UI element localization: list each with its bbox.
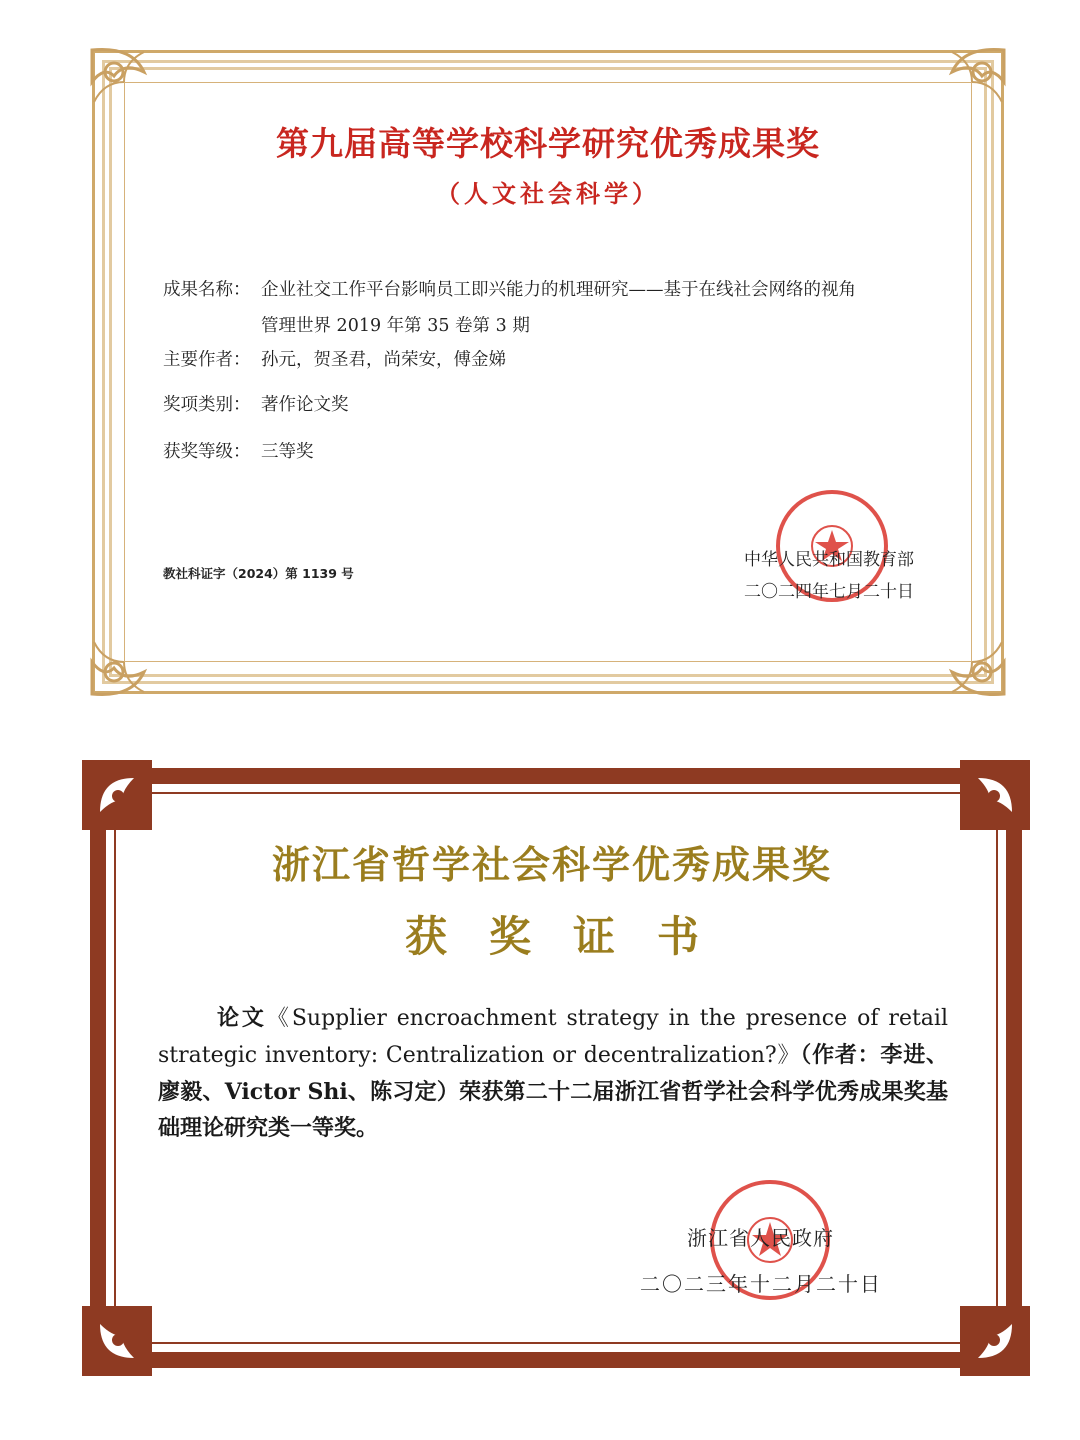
issue-date: 二〇二四年七月二十日 (744, 582, 914, 602)
statement-prefix: 论文 (214, 1005, 267, 1031)
award-statement (158, 1000, 948, 1146)
issue-date: 二〇二三年十二月二十日 (640, 1272, 882, 1296)
field-value: 著作论文奖 (261, 395, 349, 415)
field-value: 企业社交工作平台影响员工即兴能力的机理研究——基于在线社会网络的视角 (261, 280, 856, 300)
award-result: 荣获第二十二届浙江省哲学社会科学优秀成果奖基础理论研究类一等奖。 (158, 1079, 948, 1141)
field-achievement-name (163, 276, 856, 301)
field-label: 主要作者： (163, 350, 251, 370)
field-award-category (163, 391, 349, 416)
paper-authors: （作者：李进、廖毅、Victor Shi、陈习定） (158, 1042, 948, 1105)
issuer-name: 中华人民共和国教育部 (744, 550, 914, 570)
certificate-subtitle: 获奖证书 (404, 912, 741, 961)
field-journal: 管理世界 2019 年第 35 卷第 3 期 (261, 316, 530, 336)
field-value: 孙元，贺圣君，尚荣安，傅金娣 (261, 350, 506, 370)
corner-ornament-icon (82, 1286, 172, 1376)
corner-ornament-icon (940, 1286, 1030, 1376)
corner-ornament-icon (84, 606, 180, 702)
certificate-subtitle: （人文社会科学） (436, 179, 660, 208)
field-label: 成果名称： (163, 280, 251, 300)
field-label: 奖项类别： (163, 395, 251, 415)
issuer-name: 浙江省人民政府 (687, 1226, 834, 1250)
corner-ornament-icon (916, 606, 1012, 702)
field-authors (163, 346, 506, 371)
paper-title: 《Supplier encroachment strategy in the presence of retail strategic inventory: Centralization or decentralization?》 (158, 1006, 948, 1068)
certificate-moe-award (62, 40, 1034, 704)
certificate-title: 第九届高等学校科学研究优秀成果奖 (276, 124, 820, 163)
certificate-number: 教社科证字（2024）第 1139 号 (163, 566, 354, 581)
certificate-title: 浙江省哲学社会科学优秀成果奖 (271, 842, 832, 887)
field-award-level (163, 438, 314, 463)
certificate-zhejiang-award (42, 738, 1062, 1418)
field-label: 获奖等级： (163, 442, 251, 462)
field-value: 三等奖 (261, 442, 314, 462)
